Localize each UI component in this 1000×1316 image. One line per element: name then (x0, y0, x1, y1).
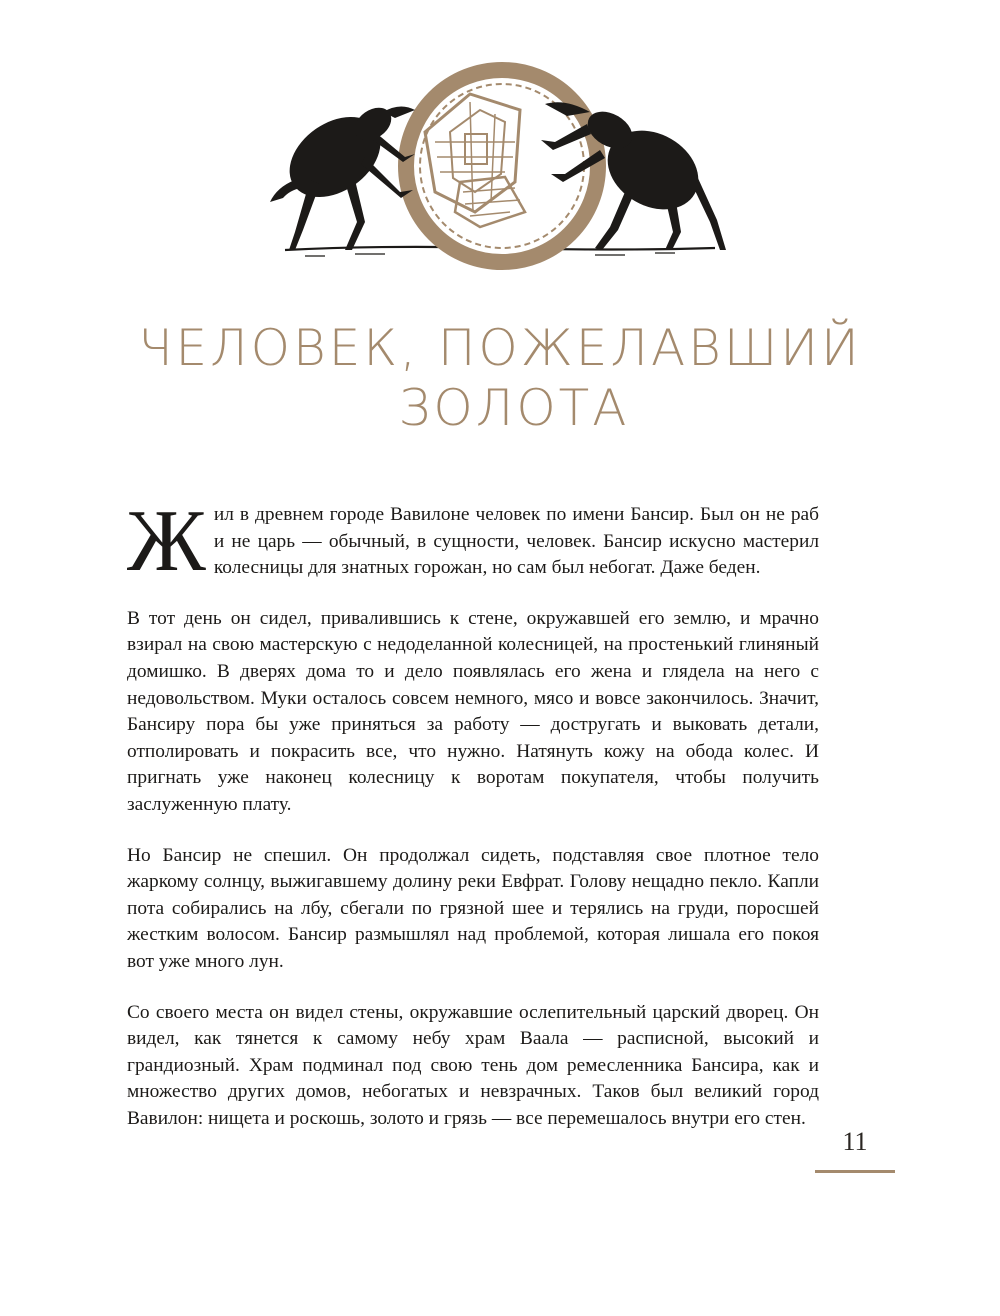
chapter-body (127, 493, 819, 1156)
page-number-rule (815, 1170, 895, 1173)
dung-beetle-icon (265, 62, 735, 277)
drop-cap: Ж (127, 493, 206, 590)
beetles-coin-illustration (265, 62, 735, 277)
paragraph-1-text: ил в древнем городе Вавилоне человек по имени Бансир. Был он не раб и не царь — обычный, в сущности, человек. Бансир искусно мастерил колесницы для знатных горожан, но сам был небогат. Даже беден. (213, 504, 819, 579)
chapter-title-line-1: ЧЕЛОВЕК, ПОЖЕЛАВШИЙ (138, 319, 862, 377)
chapter-title (0, 318, 1000, 438)
paragraph-4: Со своего места он видел стены, окружавшие ослепительный царский дворец. Он видел, как тянется к самому небу храм Ваала — расписной, высокий и грандиозный. Храм подминал под свою тень дом ремесленника Бансира, как и множество других домов, небогатых и невзрачных. Таков был великий город Вавилон: нищета и роскошь, золото и грязь — все перемешалось внутри его стен. (127, 1001, 819, 1129)
paragraph-3: Но Бансир не спешил. Он продолжал сидеть, подставляя свое плотное тело жаркому солнцу, выжигавшему долину реки Евфрат. Голову нещадно пекло. Капли пота собирались на лбу, сбегали по грязной шее и терялись на груди, поросшей жестким волосом. Бансир размышлял над проблемой, которая лишала его покоя вот уже много лун. (127, 844, 819, 972)
paragraph-1 (127, 493, 819, 590)
page-number: 11 (842, 1127, 868, 1156)
paragraph-2: В тот день он сидел, привалившись к стене, окружавшей его землю, и мрачно взирал на свою мастерскую с недоделанной колесницей, на простенький глиняный домишко. В дверях дома то и дело появлялась его жена и глядела на него с недовольством. Муки осталось совсем немного, мясо и вовсе закончилось. Значит, Бансиру пора бы уже приняться за работу — достругать и выковать детали, отполировать и покрасить все, что нужно. Натянуть кожу на обода колес. И пригнать уже наконец колесницу к воротам покупателя, чтобы получить заслуженную плату. (127, 607, 819, 815)
chapter-title-line-2: ЗОЛОТА (398, 379, 630, 437)
